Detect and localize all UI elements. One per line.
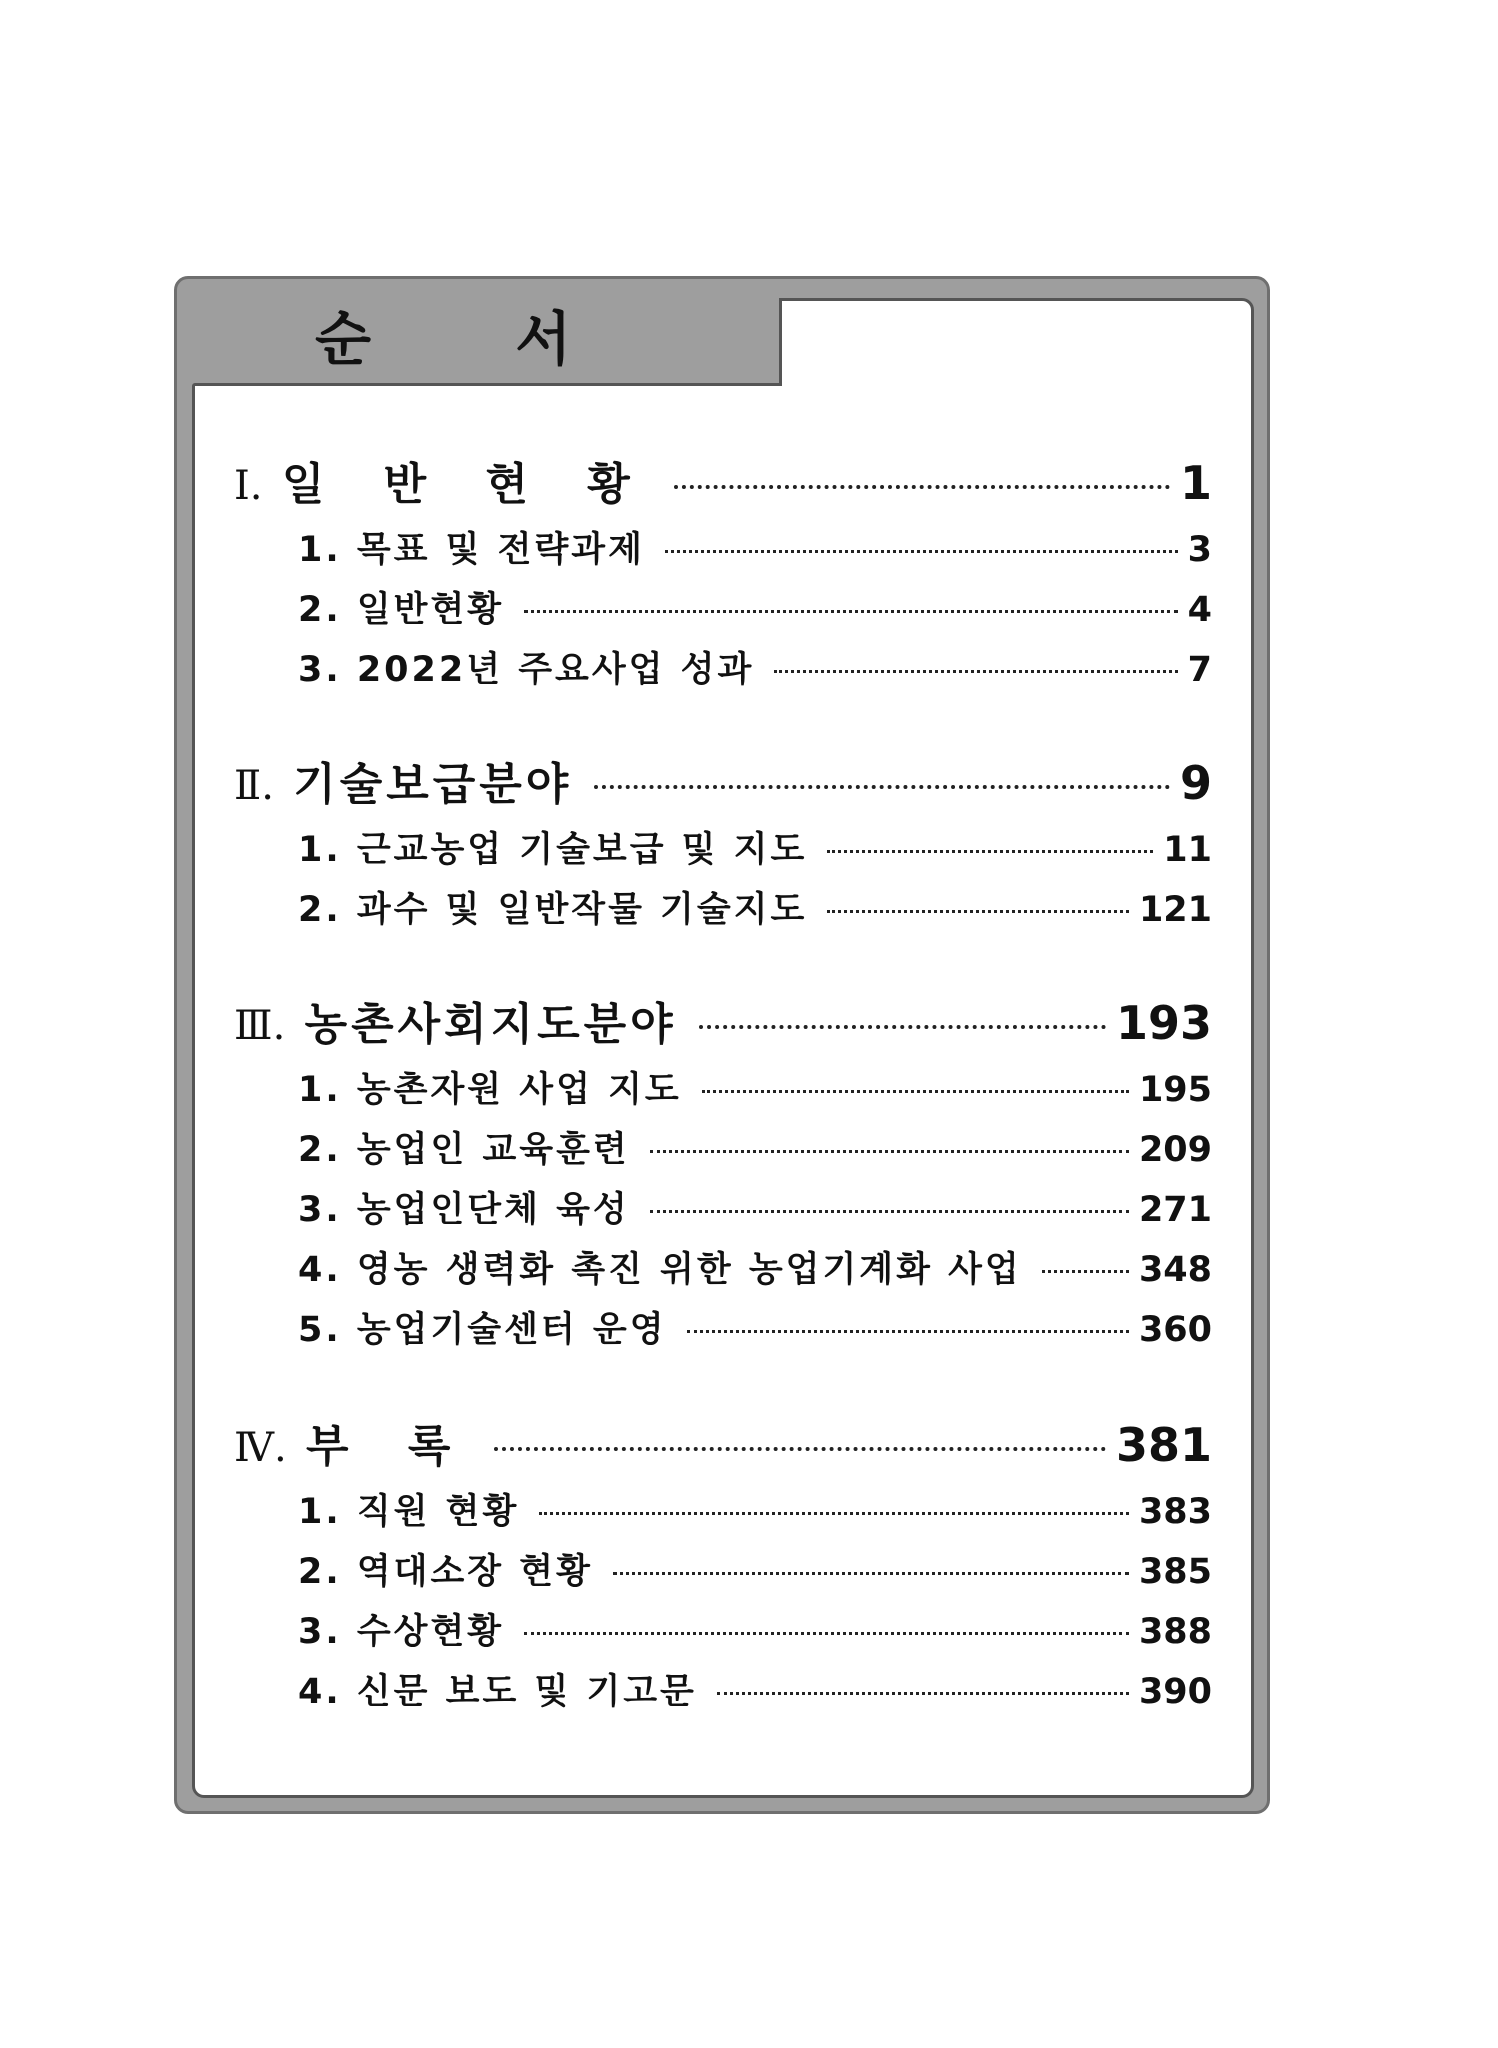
dot-leader	[702, 1090, 1129, 1093]
dot-leader	[539, 1512, 1129, 1515]
section-numeral: Ⅳ.	[234, 1425, 287, 1471]
dot-leader	[524, 1632, 1129, 1635]
dot-leader	[594, 785, 1170, 789]
page-number: 209	[1138, 1130, 1212, 1170]
toc-section-1[interactable]	[234, 448, 1212, 512]
toc-item[interactable]	[298, 822, 1212, 872]
page-number: 271	[1138, 1190, 1212, 1230]
page-number: 121	[1138, 890, 1212, 930]
dot-leader	[650, 1150, 1129, 1153]
item-title: 3. 2022년 주요사업 성과	[298, 650, 755, 690]
toc-item[interactable]	[298, 1604, 1212, 1654]
page-number: 381	[1115, 1418, 1212, 1472]
dot-leader	[1042, 1270, 1129, 1273]
toc-item[interactable]	[298, 1242, 1212, 1292]
item-title: 2. 역대소장 현황	[298, 1552, 593, 1592]
dot-leader	[524, 610, 1178, 613]
section-title: 부 록	[306, 1421, 473, 1472]
item-title: 4. 영농 생력화 촉진 위한 농업기계화 사업	[298, 1250, 1022, 1290]
section-heading	[234, 448, 652, 512]
section-title: 일 반 현 황	[281, 459, 652, 510]
dot-leader	[613, 1572, 1129, 1575]
toc-item[interactable]	[298, 1544, 1212, 1594]
toc-item[interactable]	[298, 582, 1212, 632]
section-heading	[234, 748, 572, 812]
page-number: 195	[1138, 1070, 1212, 1110]
page-number: 383	[1138, 1492, 1212, 1532]
toc-item[interactable]	[298, 1182, 1212, 1232]
item-title: 1. 농촌자원 사업 지도	[298, 1070, 682, 1110]
page-title: 순 서	[315, 305, 634, 373]
page-number: 4	[1187, 590, 1212, 630]
dot-leader	[687, 1330, 1129, 1333]
toc-item[interactable]	[298, 1664, 1212, 1714]
item-title: 5. 농업기술센터 운영	[298, 1310, 667, 1350]
dot-leader	[665, 550, 1178, 553]
dot-leader	[717, 1692, 1129, 1695]
page-number: 193	[1115, 996, 1212, 1050]
toc-item[interactable]	[298, 522, 1212, 572]
toc-item[interactable]	[298, 1302, 1212, 1352]
item-title: 3. 수상현황	[298, 1612, 505, 1652]
item-title: 1. 직원 현황	[298, 1492, 520, 1532]
section-title: 기술보급분야	[293, 759, 573, 810]
item-title: 2. 과수 및 일반작물 기술지도	[298, 890, 808, 930]
page-number: 348	[1138, 1250, 1212, 1290]
dot-leader	[699, 1025, 1106, 1029]
toc-item[interactable]	[298, 882, 1212, 932]
item-title: 1. 목표 및 전략과제	[298, 530, 645, 570]
section-numeral: Ⅰ.	[234, 463, 263, 509]
item-title: 2. 농업인 교육훈련	[298, 1130, 630, 1170]
dot-leader	[774, 670, 1177, 673]
page-number: 3	[1187, 530, 1212, 570]
item-title: 3. 농업인단체 육성	[298, 1190, 630, 1230]
page-number: 390	[1138, 1672, 1212, 1712]
section-heading	[234, 988, 677, 1052]
page-number: 11	[1163, 830, 1212, 870]
dot-leader	[827, 850, 1153, 853]
toc-item[interactable]	[298, 1484, 1212, 1534]
page-number: 9	[1179, 756, 1212, 810]
item-title: 4. 신문 보도 및 기고문	[298, 1672, 697, 1712]
section-numeral: Ⅲ.	[234, 1003, 286, 1049]
page-number: 388	[1138, 1612, 1212, 1652]
toc-item[interactable]	[298, 1122, 1212, 1172]
section-numeral: Ⅱ.	[234, 763, 274, 809]
page-number: 7	[1187, 650, 1212, 690]
dot-leader	[494, 1447, 1106, 1451]
dot-leader	[827, 910, 1129, 913]
dot-leader	[650, 1210, 1129, 1213]
section-title: 농촌사회지도분야	[304, 999, 677, 1050]
toc-section-3[interactable]	[234, 988, 1212, 1052]
toc-item[interactable]	[298, 1062, 1212, 1112]
page-number: 385	[1138, 1552, 1212, 1592]
toc-section-4[interactable]	[234, 1410, 1212, 1474]
toc-item[interactable]	[298, 642, 1212, 692]
page-number: 1	[1179, 456, 1212, 510]
toc-section-2[interactable]	[234, 748, 1212, 812]
page-number: 360	[1138, 1310, 1212, 1350]
item-title: 2. 일반현황	[298, 590, 505, 630]
item-title: 1. 근교농업 기술보급 및 지도	[298, 830, 808, 870]
section-heading	[234, 1410, 472, 1474]
dot-leader	[674, 485, 1170, 489]
